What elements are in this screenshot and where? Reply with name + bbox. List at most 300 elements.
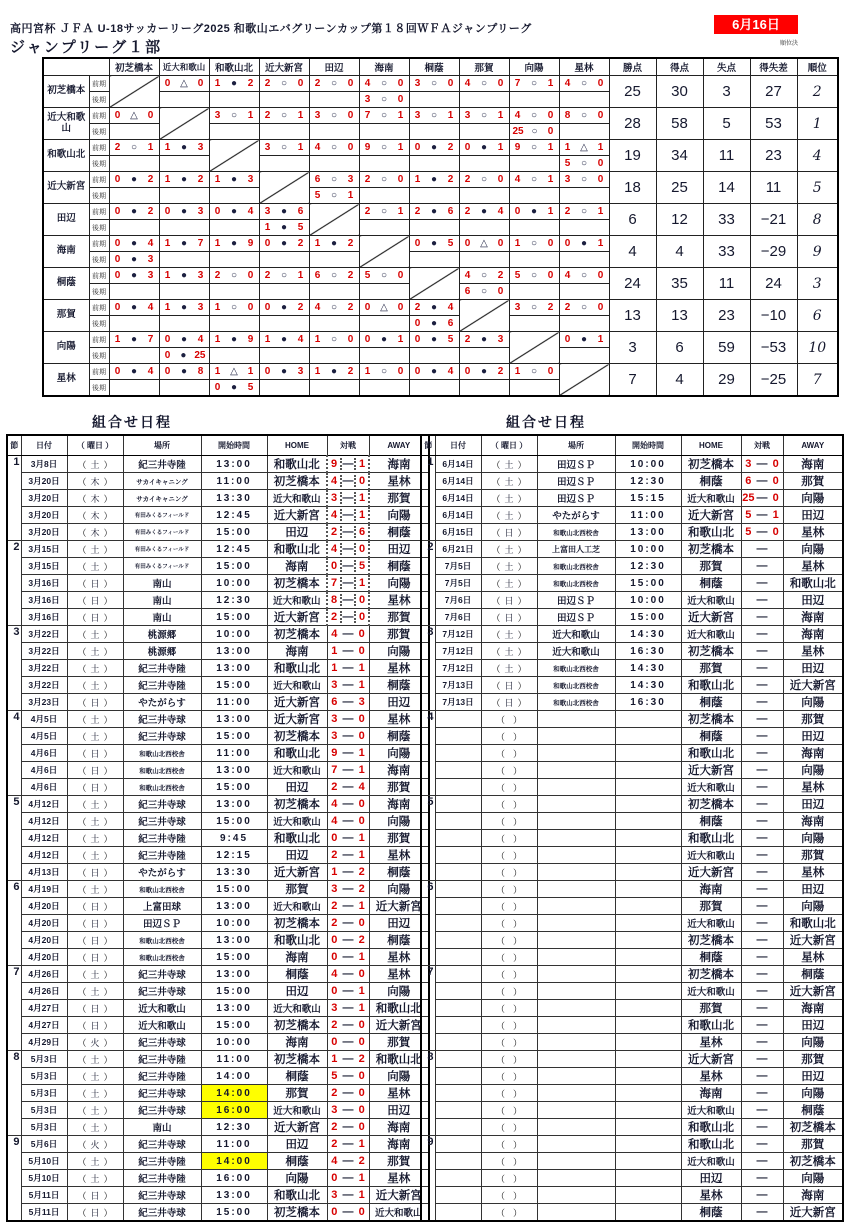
team-row	[43, 204, 838, 220]
paren-open: （	[495, 714, 505, 725]
score-inner	[742, 934, 783, 946]
score-inner	[328, 951, 369, 963]
day-value: 日	[90, 1190, 100, 1201]
match-score	[160, 238, 209, 249]
day-value: 土	[90, 1122, 100, 1133]
paren-close: ）	[517, 697, 527, 708]
match-cell	[109, 332, 159, 348]
venue-cell: 近大和歌山	[537, 626, 615, 643]
score-cell	[327, 932, 369, 949]
venue-cell: 和歌山北西校舎	[537, 660, 615, 677]
match-score	[260, 206, 309, 217]
match-score	[410, 302, 459, 313]
versus-header: 対戦	[327, 435, 369, 456]
paren-close: ）	[517, 493, 527, 504]
away-score: 5	[354, 560, 368, 572]
diagonal-cell	[409, 268, 459, 300]
date-cell: 5月11日	[21, 1204, 67, 1222]
home-goals: 1	[364, 366, 371, 377]
home-score: 0	[331, 1036, 338, 1048]
paren-close: ）	[517, 612, 527, 623]
time-cell: 13:00	[201, 1187, 267, 1204]
match-cell	[209, 108, 259, 124]
match-cell	[259, 252, 309, 268]
day-cell	[481, 966, 537, 983]
schedule-row	[7, 1204, 429, 1222]
home-team-cell: 近大和歌山	[267, 677, 327, 694]
result-symbol: ○	[280, 269, 288, 281]
paren-open: （	[495, 816, 505, 827]
schedule-row	[7, 609, 429, 626]
schedule-row	[421, 966, 843, 983]
score-inner	[742, 900, 783, 912]
day-cell	[481, 1170, 537, 1187]
result-symbol: ○	[380, 269, 388, 281]
away-score: 0	[358, 628, 365, 640]
match-score	[560, 206, 609, 217]
away-goals: 5	[447, 238, 454, 249]
date-cell: 3月20日	[21, 490, 67, 507]
home-team-cell: 和歌山北	[681, 1136, 741, 1153]
date-cell: 7月6日	[435, 609, 481, 626]
time-header: 開始時間	[615, 435, 681, 456]
day-value: 日	[90, 918, 100, 929]
time-cell: 14:30	[615, 677, 681, 694]
home-goals: 2	[464, 334, 471, 345]
day-value: 日	[90, 748, 100, 759]
away-goals: 1	[397, 142, 404, 153]
match-cell	[309, 284, 359, 300]
time-cell: 13:30	[201, 490, 267, 507]
away-goals: 1	[597, 334, 604, 345]
score-dash: —	[342, 917, 354, 929]
stat-header: 失点	[703, 58, 750, 76]
match-score	[510, 142, 559, 153]
match-cell	[259, 140, 309, 156]
date-cell: 6月14日	[435, 473, 481, 490]
schedule-row	[7, 507, 429, 524]
score-inner	[742, 492, 783, 504]
score-dash: —	[756, 917, 768, 929]
paren-close: ）	[103, 952, 113, 963]
rank-cell: 3	[797, 268, 838, 300]
result-symbol: ○	[530, 77, 538, 89]
paren-open: （	[77, 1207, 87, 1218]
away-goals: 2	[497, 366, 504, 377]
match-cell	[509, 124, 559, 140]
match-score	[110, 174, 159, 185]
home-goals: 3	[314, 110, 321, 121]
day-header: （ 曜日 ）	[67, 435, 123, 456]
paren-close: ）	[513, 799, 523, 810]
score-cell	[741, 490, 783, 507]
paren-open: （	[495, 1054, 505, 1065]
schedule-row	[421, 524, 843, 541]
away-team-cell: 那賀	[783, 1136, 843, 1153]
schedule-row	[421, 1136, 843, 1153]
home-team-cell: 近大新宮	[681, 762, 741, 779]
away-goals: 0	[197, 78, 204, 89]
paren-close: ）	[103, 493, 113, 504]
venue-cell: 和歌山北西校舎	[123, 779, 201, 796]
schedule-row	[421, 1187, 843, 1204]
time-cell: 13:30	[201, 864, 267, 881]
stat-cell: 4	[656, 364, 703, 397]
home-goals: 5	[364, 270, 371, 281]
paren-close: ）	[513, 1088, 523, 1099]
diagonal-cell	[109, 76, 159, 108]
day-value: 木	[90, 510, 100, 521]
match-score	[310, 174, 359, 185]
home-team-cell: 和歌山北	[267, 1187, 327, 1204]
result-symbol: ●	[280, 301, 288, 313]
result-symbol: ●	[130, 301, 138, 313]
day-value: 土	[504, 476, 514, 487]
home-score: 3	[331, 883, 338, 895]
rank-cell: 7	[797, 364, 838, 397]
home-goals: 1	[164, 142, 171, 153]
paren-close: ）	[513, 867, 523, 878]
score-inner	[328, 1155, 369, 1167]
away-goals: 0	[497, 174, 504, 185]
day-cell	[481, 1187, 537, 1204]
match-cell	[459, 268, 509, 284]
stat-cell: −53	[750, 332, 797, 364]
date-cell: 3月20日	[21, 507, 67, 524]
home-score: 4	[331, 798, 338, 810]
time-cell: 15:00	[201, 881, 267, 898]
match-score	[160, 334, 209, 345]
score-dash: —	[340, 475, 354, 487]
venue-cell: 紀三井寺陸	[123, 660, 201, 677]
match-cell	[409, 140, 459, 156]
venue-cell: 有田みくるフィールド	[123, 524, 201, 541]
score-dash: —	[340, 543, 354, 555]
venue-cell: 紀三井寺球	[123, 711, 201, 728]
paren-open: （	[77, 1088, 87, 1099]
result-symbol: ○	[530, 173, 538, 185]
away-team-cell: 星林	[369, 966, 429, 983]
away-goals: 4	[147, 238, 154, 249]
score-dash: —	[340, 577, 354, 589]
team-name: 星林	[43, 364, 89, 397]
away-score: 1	[772, 509, 779, 521]
score-dash: —	[756, 509, 768, 521]
match-cell	[509, 300, 559, 316]
venue-cell: 紀三井寺球	[123, 966, 201, 983]
away-goals: 2	[347, 302, 354, 313]
away-team-cell: 和歌山北	[369, 1051, 429, 1068]
home-goals: 1	[214, 366, 221, 377]
score-inner	[328, 1104, 369, 1116]
match-score	[360, 142, 409, 153]
paren-open: （	[77, 714, 87, 725]
result-symbol: ○	[480, 109, 488, 121]
match-cell	[459, 204, 509, 220]
away-team-cell: 向陽	[369, 643, 429, 660]
match-cell	[109, 140, 159, 156]
match-cell	[559, 76, 609, 92]
schedule-row	[7, 915, 429, 932]
result-symbol: ●	[230, 237, 238, 249]
schedule-row	[7, 541, 429, 558]
result-symbol: ●	[430, 365, 438, 377]
match-score	[210, 334, 259, 345]
score-inner	[328, 849, 369, 861]
paren-close: ）	[513, 1071, 523, 1082]
result-symbol: ○	[330, 269, 338, 281]
home-team-cell: 和歌山北	[681, 677, 741, 694]
score-inner	[328, 1189, 369, 1201]
score-inner	[328, 526, 368, 538]
match-cell	[309, 156, 359, 172]
home-goals: 2	[414, 206, 421, 217]
away-team-cell: 向陽	[369, 983, 429, 1000]
away-team-cell: 向陽	[369, 813, 429, 830]
score-inner	[328, 985, 369, 997]
home-team-cell: 近大新宮	[267, 507, 327, 524]
score-dash: —	[342, 1189, 354, 1201]
schedule-row	[421, 847, 843, 864]
venue-cell: 紀三井寺陸	[123, 677, 201, 694]
score-dash: —	[756, 968, 768, 980]
score-dash: —	[342, 951, 354, 963]
away-score: 1	[358, 747, 365, 759]
match-cell	[459, 124, 509, 140]
home-goals: 5	[514, 270, 521, 281]
away-goals: 2	[247, 78, 254, 89]
day-value: 土	[90, 1071, 100, 1082]
home-team-cell: 那賀	[681, 1000, 741, 1017]
match-score	[560, 334, 609, 345]
match-score	[210, 302, 259, 313]
stat-cell: 19	[609, 140, 656, 172]
schedule-row	[7, 456, 429, 473]
away-team-cell: 星林	[369, 949, 429, 966]
match-score	[160, 142, 209, 153]
score-cell	[741, 609, 783, 626]
schedule-left	[6, 412, 423, 1222]
paren-close: ）	[513, 850, 523, 861]
schedule-row	[7, 847, 429, 864]
venue-cell	[537, 779, 615, 796]
score-inner	[742, 951, 783, 963]
paren-open: （	[77, 969, 87, 980]
home-team-cell: 那賀	[681, 660, 741, 677]
stat-cell: 33	[703, 204, 750, 236]
score-cell	[741, 1051, 783, 1068]
section-number-cell: 9	[7, 1136, 21, 1222]
away-team-cell: 近大新宮	[369, 1187, 429, 1204]
period-label: 後期	[89, 316, 109, 332]
venue-cell: サカイキャニング	[123, 490, 201, 507]
away-team-cell: 星林	[783, 864, 843, 881]
date-cell: 3月15日	[21, 541, 67, 558]
score-inner	[328, 577, 368, 589]
score-dash: —	[756, 832, 768, 844]
paren-open: （	[491, 459, 501, 470]
stat-cell: 11	[703, 268, 750, 300]
schedule-row	[7, 830, 429, 847]
paren-open: （	[491, 510, 501, 521]
score-dash: —	[756, 1138, 768, 1150]
away-team-cell: 那賀	[369, 490, 429, 507]
away-goals: 0	[397, 270, 404, 281]
paren-open: （	[77, 1037, 87, 1048]
match-cell	[159, 188, 209, 204]
score-dash: —	[756, 492, 768, 504]
match-cell	[109, 300, 159, 316]
away-goals: 3	[297, 366, 304, 377]
score-inner	[328, 747, 369, 759]
schedule-row	[7, 1085, 429, 1102]
paren-open: （	[491, 663, 501, 674]
away-score: 1	[358, 1138, 365, 1150]
score-inner	[328, 798, 369, 810]
paren-close: ）	[103, 646, 113, 657]
home-team-cell: 海南	[267, 558, 327, 575]
paren-close: ）	[103, 714, 113, 725]
away-goals: 2	[347, 270, 354, 281]
away-goals: 4	[197, 334, 204, 345]
score-inner	[742, 1104, 783, 1116]
paren-open: （	[77, 612, 87, 623]
score-cell	[327, 694, 369, 711]
venue-cell: 有田みくるフィールド	[123, 558, 201, 575]
paren-close: ）	[103, 969, 113, 980]
away-team-cell: 那賀	[783, 847, 843, 864]
score-cell	[741, 541, 783, 558]
venue-cell: 上富田球	[123, 898, 201, 915]
away-team-cell: 初芝橋本	[783, 1119, 843, 1136]
home-goals: 2	[314, 78, 321, 89]
paren-open: （	[77, 578, 87, 589]
time-cell	[615, 1000, 681, 1017]
score-cell	[741, 728, 783, 745]
score-inner	[328, 917, 369, 929]
schedule-row	[421, 711, 843, 728]
venue-cell: 桃源郷	[123, 626, 201, 643]
date-cell: 5月3日	[21, 1068, 67, 1085]
paren-close: ）	[103, 1088, 113, 1099]
home-goals: 0	[164, 366, 171, 377]
away-team-cell: 海南	[783, 745, 843, 762]
match-score	[210, 110, 259, 121]
away-goals: 0	[597, 270, 604, 281]
time-cell: 12:45	[201, 541, 267, 558]
home-goals: 2	[214, 270, 221, 281]
result-symbol: △	[130, 109, 138, 121]
score-cell	[741, 473, 783, 490]
away-goals: 3	[197, 206, 204, 217]
away-team-cell: 田辺	[369, 541, 429, 558]
match-cell	[109, 172, 159, 188]
time-cell: 15:00	[201, 813, 267, 830]
result-symbol: ○	[330, 333, 338, 345]
score-inner	[742, 781, 783, 793]
stat-cell: 33	[703, 236, 750, 268]
match-score	[360, 94, 409, 105]
home-goals: 3	[264, 206, 271, 217]
paren-close: ）	[517, 663, 527, 674]
score-inner	[742, 543, 783, 555]
match-score	[460, 334, 509, 345]
date-cell: 4月6日	[21, 745, 67, 762]
away-goals: 3	[197, 270, 204, 281]
match-cell	[359, 284, 409, 300]
result-symbol: ○	[330, 109, 338, 121]
day-cell	[481, 898, 537, 915]
away-team-cell: 向陽	[783, 694, 843, 711]
date-cell	[435, 745, 481, 762]
score-dash: —	[340, 611, 354, 623]
score-cell	[327, 1102, 369, 1119]
away-team-cell: 和歌山北	[783, 915, 843, 932]
home-team-cell: 那賀	[681, 558, 741, 575]
result-symbol: ●	[280, 237, 288, 249]
away-goals: 1	[247, 366, 254, 377]
score-cell	[741, 1204, 783, 1222]
score-inner	[328, 713, 369, 725]
date-cell	[435, 830, 481, 847]
paren-close: ）	[513, 1156, 523, 1167]
away-team-cell: 那賀	[783, 473, 843, 490]
away-team-cell: 田辺	[783, 660, 843, 677]
date-cell: 4月26日	[21, 983, 67, 1000]
time-cell: 10:00	[201, 915, 267, 932]
score-inner	[328, 1019, 369, 1031]
match-cell	[559, 220, 609, 236]
away-team-cell: 星林	[783, 524, 843, 541]
time-cell	[615, 762, 681, 779]
schedule-row	[7, 643, 429, 660]
time-cell	[615, 728, 681, 745]
day-cell	[67, 779, 123, 796]
score-inner	[328, 1002, 369, 1014]
home-score: 1	[331, 662, 338, 674]
home-team-cell: 初芝橋本	[681, 966, 741, 983]
home-goals: 1	[264, 222, 271, 233]
section-number-cell: 8	[421, 1051, 435, 1136]
match-cell	[359, 220, 409, 236]
paren-open: （	[77, 510, 87, 521]
score-inner	[742, 1053, 783, 1065]
section-number-cell: 1	[7, 456, 21, 541]
match-cell	[209, 76, 259, 92]
home-goals: 0	[564, 334, 571, 345]
away-team-cell: 初芝橋本	[783, 1153, 843, 1170]
time-cell	[615, 949, 681, 966]
time-cell: 16:30	[615, 643, 681, 660]
schedule-row	[421, 779, 843, 796]
home-score: 4	[330, 475, 338, 487]
score-cell	[741, 1000, 783, 1017]
paren-open: （	[495, 731, 505, 742]
home-team-cell: 星林	[681, 1187, 741, 1204]
score-cell	[741, 881, 783, 898]
match-cell	[109, 364, 159, 380]
stat-header: 得失差	[750, 58, 797, 76]
home-score: 3	[745, 458, 752, 470]
match-score	[160, 206, 209, 217]
match-cell	[509, 220, 559, 236]
score-dash: —	[342, 985, 354, 997]
away-team-cell: 海南	[369, 1119, 429, 1136]
match-cell	[309, 300, 359, 316]
matrix-header-row	[43, 58, 838, 76]
match-score	[410, 238, 459, 249]
result-symbol: ○	[380, 93, 388, 105]
